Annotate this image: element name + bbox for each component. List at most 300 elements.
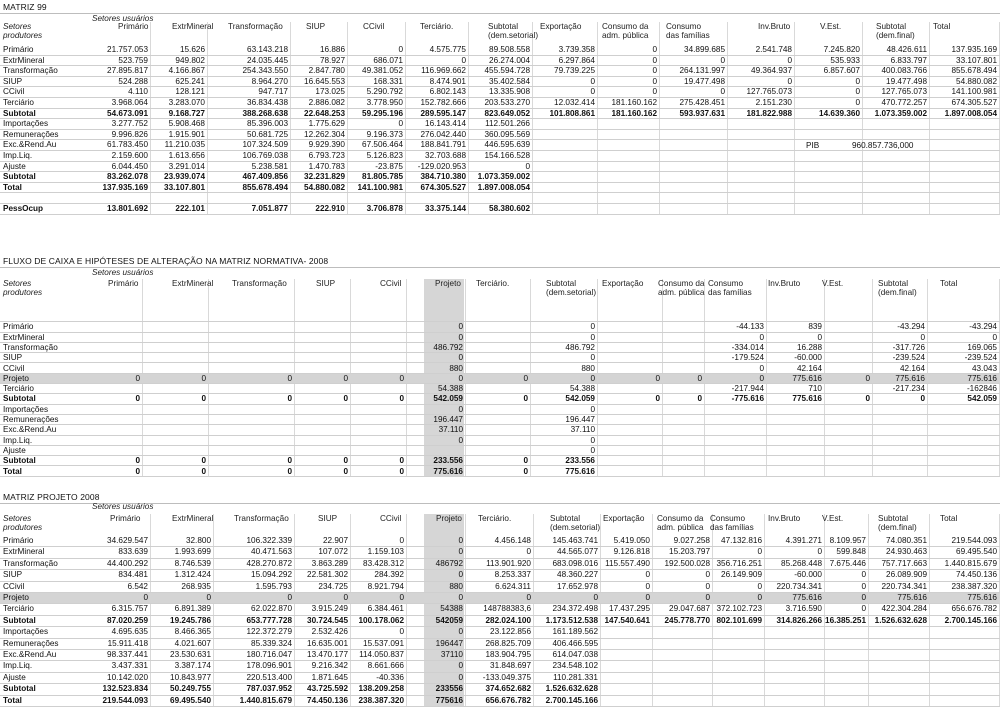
section1-table-cell: 3.283.070 (168, 98, 205, 107)
matriz-projeto-2008-section (0, 490, 1000, 715)
section3-table-cell: 44.565.077 (557, 547, 598, 557)
section1-table-cell: 78.927 (319, 55, 345, 65)
section1-table-row (0, 172, 1000, 183)
section2-table-cell: 0 (759, 373, 764, 383)
section3-table-cell: 32.800 (185, 536, 211, 545)
section3-table-cell: 0 (645, 581, 650, 591)
section1-table-row (0, 130, 1000, 141)
section3-row-label: Primário (3, 536, 34, 545)
section1-table-cell: 6.833.797 (890, 55, 927, 65)
section3-col-header (380, 514, 401, 523)
section1-row-header-line: Setores (3, 22, 32, 31)
section2-table-cell: 0 (865, 373, 870, 383)
section2-table-cell: 0 (458, 435, 463, 445)
section3-table-cell: 486792 (435, 558, 463, 568)
section3-table-cell: 15.203.797 (669, 547, 710, 557)
section3-col-header-line: Subtotal (878, 514, 909, 523)
section3-table-cell: 138.209.258 (358, 684, 404, 694)
section1-table-cell: 32.231.829 (304, 172, 345, 182)
section1-col-header (228, 22, 283, 31)
section3-table-cell: 1.526.632.628 (874, 615, 927, 625)
section1-table-cell: 6.297.864 (558, 55, 595, 65)
section1-table-cell: 49.364.937 (751, 66, 792, 76)
section2-table-cell: 775.616 (895, 373, 925, 383)
section3-table-cell: 196447 (435, 638, 463, 648)
section2-col-header-line: Subtotal (878, 279, 909, 288)
section2-table-cell: 0 (920, 332, 925, 342)
section1-col-header-line: Primário (118, 22, 149, 31)
section3-table-row (0, 616, 1000, 627)
section1-table-cell: 0 (855, 87, 860, 97)
section1-table-cell: 400.083.766 (881, 66, 927, 76)
section3-table-cell: 5.419.050 (613, 536, 650, 545)
section3-table-cell: 3.716.590 (785, 604, 822, 614)
section2-table-cell: 37.110 (438, 425, 463, 435)
section1-table-cell: 89.508.558 (489, 45, 530, 54)
section1-table-cell: 168.331 (373, 76, 403, 86)
section2-table-cell: 0 (992, 332, 997, 342)
section1-table-row (0, 56, 1000, 67)
section3-table-cell: 4.456.148 (494, 536, 531, 545)
section2-col-header-line: V.Est. (822, 279, 844, 288)
section3-row-label: Imp.Liq. (3, 661, 33, 671)
section3-table-cell: 8.253.337 (494, 570, 531, 580)
section3-table-cell: 17.437.295 (609, 604, 650, 614)
section2-col-header-line: Terciário. (476, 279, 510, 288)
section3-col-header-line: Transformação (234, 514, 289, 523)
section1-table-cell: 112.501.266 (485, 119, 530, 129)
section3-table-cell: 834.481 (118, 570, 148, 580)
section3-table-cell: 110.281.331 (553, 672, 598, 682)
section3-table-cell: 314.826.266 (776, 615, 822, 625)
section3-table-cell: 374.652.682 (485, 684, 531, 694)
section1-col-header (420, 22, 453, 31)
section3-col-header-line: Primário (110, 514, 141, 523)
section2-table-cell: 0 (135, 373, 140, 383)
section1-table-cell: 8.964.270 (251, 76, 288, 86)
section3-table-cell: 0 (645, 593, 650, 602)
section3-table-cell: 74.450.136 (307, 695, 348, 705)
section3-table-cell: 775.616 (897, 593, 927, 602)
section2-table-cell: -217.944 (731, 384, 764, 394)
section1-table-cell: -129.020.953 (417, 161, 466, 171)
section2-table-cell: -179.524 (731, 353, 764, 363)
section2-table-cell: 42.164 (899, 363, 925, 373)
section1-table-cell: 33.107.801 (164, 182, 205, 192)
section2-table-row (0, 374, 1000, 384)
section1-table-row (0, 109, 1000, 120)
section1-row-label: Imp.Liq. (3, 151, 33, 160)
section1-col-header-line: (dem.setorial) (488, 31, 539, 40)
section3-table-cell: 1.440.815.679 (239, 695, 292, 705)
section1-table-cell: 27.895.817 (107, 66, 148, 76)
section2-table-cell: 169.065 (967, 342, 997, 352)
section2-table-cell: 775.616 (967, 373, 997, 383)
section3-table-cell: 775.616 (967, 593, 997, 602)
section1-table-cell: 276.042.440 (420, 129, 466, 139)
section3-table-cell: 4.391.271 (785, 536, 822, 545)
section3-row-label: Terciário (3, 604, 34, 614)
section2-table-row (0, 353, 1000, 363)
section2-table-row (0, 425, 1000, 435)
section2-row-label: Total (3, 466, 22, 476)
section2-row-label: Exc.&Rend.Au (3, 425, 57, 435)
section2-table-cell: 775.616 (792, 373, 822, 383)
section3-col-header (172, 514, 213, 523)
section3-table-cell: 43.725.592 (307, 684, 348, 694)
section1-table-cell: 11.210.035 (164, 140, 205, 150)
section2-col-header-line: SIUP (316, 279, 336, 288)
section2-table-cell: -44.133 (736, 322, 764, 332)
section1-table-cell: 173.025 (315, 87, 345, 97)
section2-table-cell: 0 (759, 363, 764, 373)
section1-row-header-line: produtores (3, 31, 43, 40)
section2-table-cell: 37.110 (570, 425, 595, 435)
section1-table-cell: 19.477.498 (886, 76, 927, 86)
section1-table-cell: 2.886.082 (308, 98, 345, 107)
section1-table-cell: 16.886 (319, 45, 345, 54)
section1-col-header (306, 22, 325, 31)
section3-table-cell: 74.450.136 (956, 570, 997, 580)
section1-table-cell: 127.765.073 (881, 87, 927, 97)
section1-table-cell: 1.775.629 (308, 119, 345, 129)
section3-table-cell: 0 (399, 593, 404, 602)
section3-table-cell: 220.734.341 (881, 581, 927, 591)
section3-table-cell: 656.676.782 (951, 604, 997, 614)
section3-row-label: Subtotal (3, 615, 36, 625)
section2-col-header (878, 279, 917, 297)
section2-table-cell: 0 (287, 394, 292, 404)
section3-table-cell: 16.385.251 (825, 615, 866, 625)
section1-table-cell: 128.121 (175, 87, 205, 97)
section1-col-header (758, 22, 790, 31)
section1-table-row (0, 193, 1000, 204)
section2-table-cell: -317.726 (892, 342, 925, 352)
section1-table-cell: 6.857.607 (823, 66, 860, 76)
section3-table-cell: 599.848 (836, 547, 866, 557)
section2-table-cell: -239.524 (892, 353, 925, 363)
section3-table-cell: 83.428.312 (363, 558, 404, 568)
section2-table-row (0, 436, 1000, 446)
section3-table-cell: 0 (399, 627, 404, 637)
section3-table-cell: 122.372.279 (246, 627, 292, 637)
section1-table-row (0, 151, 1000, 162)
section2-table-cell: 0 (590, 435, 595, 445)
section2-col-header (172, 279, 213, 288)
section1-table-cell: 16.645.553 (304, 76, 345, 86)
section2-table-cell: -334.014 (731, 342, 764, 352)
section1-col-header-line: Subtotal (488, 22, 519, 31)
section2-col-header (232, 279, 287, 288)
section3-table-cell: 180.716.047 (246, 650, 292, 659)
section2-table-row (0, 384, 1000, 394)
section1-table-cell: 106.769.038 (242, 151, 288, 160)
section1-table-cell: 855.678.494 (951, 66, 997, 76)
section2-table-cell: 0 (458, 373, 463, 383)
pib-value: 960.857.736,000 (852, 141, 914, 150)
section3-table-cell: 74.080.351 (886, 536, 927, 545)
section2-table-cell: 0 (287, 456, 292, 466)
section1-table-cell: 3.291.014 (168, 161, 205, 171)
section3-table-cell: 113.901.920 (486, 558, 531, 568)
section1-col-header (666, 22, 710, 40)
section1-col-header-line: adm. pública (602, 31, 649, 40)
section2-table-cell: 0 (287, 373, 292, 383)
section3-table-cell: 1.440.815.679 (944, 558, 997, 568)
section3-table-cell: 0 (458, 627, 463, 637)
section2-table-cell: 0 (590, 445, 595, 455)
section3-table-cell: 0 (458, 593, 463, 602)
section3-col-header-line: (dem.final) (878, 523, 917, 532)
section1-col-header (933, 22, 950, 31)
section1-table-cell: 949.802 (175, 55, 205, 65)
section1-table-cell: 9.168.727 (168, 108, 205, 118)
section3-table-cell: 9.216.342 (311, 661, 348, 671)
section2-table-cell: 196.447 (565, 415, 595, 424)
section2-table-cell: 0 (201, 394, 206, 404)
section1-table-cell: 8.474.901 (429, 76, 466, 86)
section3-table-row (0, 650, 1000, 661)
section2-table-cell: 710 (808, 384, 822, 394)
section2-table-cell: -775.616 (731, 394, 764, 404)
section1-table-cell: 3.968.064 (111, 98, 148, 107)
section2-col-header (822, 279, 843, 288)
section3-table-cell: 15.537.091 (363, 638, 404, 648)
section3-table-cell: 85.268.448 (781, 558, 822, 568)
section3-table-cell: 0 (861, 581, 866, 591)
section2-table-cell: 0 (201, 456, 206, 466)
section1-row-label: CCivil (3, 87, 25, 97)
section2-row-label: Primário (3, 322, 34, 332)
section2-col-header-line: das famílias (708, 288, 752, 297)
section1-table-cell: 2.159.600 (111, 151, 148, 160)
section3-table-cell: 1.159.103 (367, 547, 404, 557)
section3-table-cell: -133.049.375 (482, 672, 531, 682)
section3-table-cell: 3.863.289 (311, 558, 348, 568)
section1-table-cell: 50.681.725 (247, 129, 288, 139)
section1-col-header (488, 22, 538, 40)
section3-table-row (0, 582, 1000, 593)
section3-table-cell: 238.387.320 (358, 695, 404, 705)
section1-table-cell: 12.262.304 (304, 129, 345, 139)
section3-table-cell: 98.337.441 (107, 650, 148, 659)
section1-table-cell: 0 (855, 98, 860, 107)
section2-table-row (0, 364, 1000, 374)
section1-table-cell: 21.757.053 (107, 45, 148, 54)
section3-table-row (0, 593, 1000, 604)
section2-table-cell: -217.234 (892, 384, 925, 394)
section1-table-cell: 6.044.450 (111, 161, 148, 171)
section3-table-cell: 406.466.595 (552, 638, 598, 648)
section1-table-cell: 686.071 (373, 55, 403, 65)
section3-title: MATRIZ PROJETO 2008 (3, 492, 100, 502)
section3-table-cell: 183.904.795 (485, 650, 531, 659)
section3-col-header-line: Total (940, 514, 958, 523)
section1-col-header (820, 22, 841, 31)
section1-table-cell: 154.166.528 (484, 151, 530, 160)
section1-table-cell: 0 (787, 55, 792, 65)
section3-table-cell: 653.777.728 (246, 615, 292, 625)
fluxo-de-caixa-section (0, 254, 1000, 476)
section3-table-cell: 0 (705, 581, 710, 591)
section3-table-cell: 542059 (435, 615, 463, 625)
section1-table-cell: 360.095.569 (484, 129, 530, 139)
section3-table-cell: 40.471.563 (251, 547, 292, 557)
matriz-99-section (0, 0, 1000, 240)
section1-table-row (0, 77, 1000, 88)
section1-table-cell: 1.470.783 (308, 161, 345, 171)
section2-table-cell: 542.059 (967, 394, 997, 404)
section3-table-cell: 87.020.259 (107, 615, 148, 625)
section2-table-cell: 0 (590, 322, 595, 332)
section3-table-row (0, 696, 1000, 707)
section3-table-cell: 1.173.512.538 (545, 615, 598, 625)
section3-table-cell: 757.717.663 (881, 558, 927, 568)
section3-col-header-line: Projeto (436, 514, 462, 523)
section1-table-cell: 470.772.257 (881, 98, 927, 107)
section1-table-cell: 0 (652, 87, 657, 97)
section2-table-cell: 839 (808, 322, 822, 332)
section3-col-header (436, 514, 462, 523)
section1-col-header (118, 22, 148, 31)
section2-table-cell: 0 (458, 322, 463, 332)
section3-table-row (0, 604, 1000, 615)
section2-table-cell: 542.059 (433, 394, 463, 404)
section3-table-cell: 22.907 (322, 536, 348, 545)
section2-table-cell: 0 (343, 394, 348, 404)
section1-table-cell: 0 (590, 87, 595, 97)
section3-table-cell: 29.047.687 (669, 604, 710, 614)
section2-table-cell: 0 (135, 456, 140, 466)
section3-table-cell: 17.652.978 (557, 581, 598, 591)
section2-table-cell: 486.792 (565, 342, 595, 352)
section1-table-cell: 523.759 (118, 55, 148, 65)
section3-table-cell: 15.094.292 (251, 570, 292, 580)
section3-table-cell: 268.935 (181, 581, 211, 591)
section1-table-cell: 181.160.162 (611, 98, 657, 107)
section1-table-cell: 79.739.225 (554, 66, 595, 76)
section1-table-cell: 467.409.856 (242, 172, 288, 182)
section1-table-cell: 455.594.728 (484, 66, 530, 76)
section2-col-header (316, 279, 335, 288)
section2-row-label: CCivil (3, 363, 25, 373)
section1-row-label: SIUP (3, 76, 23, 86)
section2-table-cell: 0 (697, 394, 702, 404)
section3-table-cell: 37110 (440, 650, 463, 659)
section3-table-row (0, 536, 1000, 547)
section2-col-header (658, 279, 704, 297)
section3-table-cell: 48.360.227 (557, 570, 598, 580)
section1-table-row (0, 119, 1000, 130)
section1-table-cell: 49.381.052 (362, 66, 403, 76)
section2-col-header (435, 279, 461, 288)
section3-table-cell: 13.470.177 (307, 650, 348, 659)
section1-table-cell: 0 (652, 45, 657, 54)
section3-table-cell: 1.312.424 (174, 570, 211, 580)
section1-table-cell: 0 (398, 119, 403, 129)
section3-table-cell: 26.089.909 (886, 570, 927, 580)
section1-row-label: ExtrMineral (3, 55, 45, 65)
section3-table-cell: 428.270.872 (246, 558, 292, 568)
section3-table-cell: 683.098.016 (552, 558, 598, 568)
section2-col-header (940, 279, 957, 288)
section2-table-cell: 0 (201, 373, 206, 383)
section3-table-cell: 356.716.251 (716, 558, 762, 568)
section3-col-header-line: adm. pública (657, 523, 704, 532)
section2-col-header (380, 279, 401, 288)
section3-table-cell: 8.109.957 (829, 536, 866, 545)
section2-row-label: Imp.Liq. (3, 435, 33, 445)
section2-row-label: ExtrMineral (3, 332, 45, 342)
section2-col-header-line: Subtotal (546, 279, 577, 288)
section2-row-header-line: Setores (3, 279, 32, 288)
section1-table-cell: 1.915.901 (168, 129, 205, 139)
section1-table-cell: 188.841.791 (420, 140, 466, 150)
section3-col-header-line: Consumo (710, 514, 746, 523)
section2-row-label: Importações (3, 404, 49, 414)
section1-table-cell: 4.575.775 (429, 45, 466, 54)
section2-table-cell: -43.294 (897, 322, 925, 332)
section2-row-label: Terciário (3, 384, 34, 394)
section3-table-cell: 1.595.793 (255, 581, 292, 591)
section1-table-cell: 535.933 (830, 55, 860, 65)
section1-col-header-line: Consumo (666, 22, 702, 31)
section1-table-row (0, 98, 1000, 109)
section1-table-cell: 625.241 (175, 76, 205, 86)
section1-table-cell: 0 (652, 55, 657, 65)
section2-table-cell: 0 (865, 394, 870, 404)
section1-table-cell: 6.793.723 (308, 151, 345, 160)
section1-table-row (0, 204, 1000, 215)
section1-table-row (0, 183, 1000, 194)
section1-table-cell: 0 (652, 76, 657, 86)
section3-row-label: ExtrMineral (3, 547, 45, 557)
section1-table-cell: 947.717 (258, 87, 288, 97)
section3-table-cell: 147.540.641 (604, 615, 650, 625)
section2-row-label: Subtotal (3, 394, 36, 404)
section1-table-cell: 101.808.861 (549, 108, 595, 118)
section1-table-cell: 1.073.359.002 (477, 172, 530, 182)
section3-table-cell: 6.891.389 (174, 604, 211, 614)
section1-table-cell: 22.648.253 (304, 108, 345, 118)
section1-table-cell: 2.541.748 (755, 45, 792, 54)
section2-table-cell: 0 (287, 466, 292, 476)
section1-table-cell: 1.073.359.002 (874, 108, 927, 118)
section3-setores-usuarios: Setores usuários (92, 502, 154, 511)
section2-table-cell: 16.288 (796, 342, 822, 352)
section3-table-cell: 8.921.794 (367, 581, 404, 591)
section3-setores-produtores (3, 514, 42, 532)
section2-col-header-line: Consumo (708, 279, 744, 288)
section1-table-cell: 593.937.631 (679, 108, 725, 118)
section3-row-label: Ajuste (3, 672, 26, 682)
section1-table-cell: 19.477.498 (684, 76, 725, 86)
section3-table-cell: 2.700.145.166 (545, 695, 598, 705)
section3-table-cell: 0 (861, 570, 866, 580)
section1-table-cell: 141.100.981 (951, 87, 997, 97)
section3-table-cell: 775.616 (792, 593, 822, 602)
section3-table-cell: 0 (757, 547, 762, 557)
section3-row-label: SIUP (3, 570, 23, 580)
section1-table-cell: 24.035.445 (247, 55, 288, 65)
section2-table-cell: 0 (590, 332, 595, 342)
section1-table-cell: 264.131.997 (679, 66, 725, 76)
section3-table-cell: 6.542 (127, 581, 148, 591)
section1-table-cell: 33.375.144 (425, 204, 466, 213)
section3-table-cell: 0 (458, 570, 463, 580)
section1-row-label: Subtotal (3, 108, 36, 118)
section3-col-header-line: das famílias (710, 523, 754, 532)
